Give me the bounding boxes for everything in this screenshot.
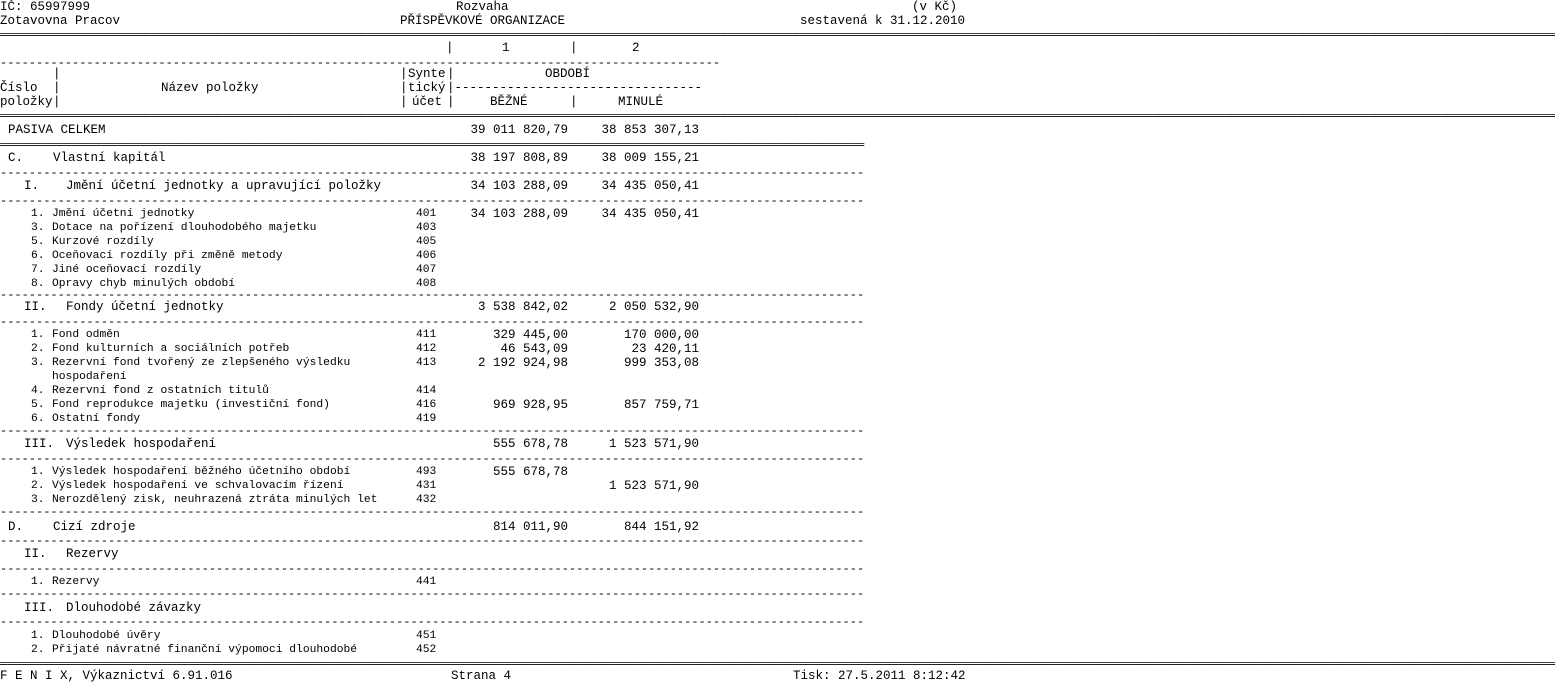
row-account: 401	[416, 208, 437, 220]
sep-b: |	[400, 67, 408, 81]
row-code: 4.	[31, 385, 45, 397]
dash-rule: ------------------------------------------------------------------------------------------------------------------------	[0, 534, 865, 548]
sep-g: |	[53, 95, 61, 109]
row-current: 38 197 808,89	[470, 151, 568, 165]
sep-f: |---------------------------------	[447, 81, 703, 95]
row-code: II.	[24, 300, 47, 314]
dash-rule: ------------------------------------------------------------------------------------------------------------------------	[0, 615, 865, 629]
row-name: Dotace na pořízení dlouhodobého majetku	[52, 222, 317, 234]
row-previous: 844 151,92	[623, 520, 699, 534]
row-code: 3.	[31, 357, 45, 369]
row-code: II.	[24, 547, 47, 561]
row-code: 1.	[31, 576, 45, 588]
row-code: D.	[8, 520, 24, 534]
row-previous: 38 853 307,13	[601, 123, 699, 137]
header-org-name: Zotavovna Pracov	[0, 14, 121, 28]
row-previous: 1 523 571,90	[608, 479, 699, 493]
footer-printed: Tisk: 27.5.2011 8:12:42	[793, 669, 966, 683]
row-code: 2.	[31, 644, 45, 656]
dash-rule: ------------------------------------------------------------------------------------------------------------------------	[0, 562, 865, 576]
row-name: Dlouhodobé úvěry	[52, 630, 161, 642]
row-previous: 2 050 532,90	[608, 300, 699, 314]
row-account: 412	[416, 343, 437, 355]
col-nazev: Název položky	[161, 81, 259, 95]
row-account: 451	[416, 630, 437, 642]
col-number-1: 1	[502, 41, 510, 55]
row-name: Cizí zdroje	[53, 520, 136, 534]
sep-h: |	[400, 95, 408, 109]
row-previous: 857 759,71	[623, 398, 699, 412]
col-ticky: tický	[408, 81, 446, 95]
row-account: 419	[416, 413, 437, 425]
row-current: 329 445,00	[492, 328, 568, 342]
row-previous: 1 523 571,90	[608, 437, 699, 451]
dash-rule: ------------------------------------------------------------------------------------------------------------------------	[0, 452, 865, 466]
col-ucet: účet	[412, 95, 443, 109]
row-code: 1.	[31, 329, 45, 341]
row-previous: 23 420,11	[631, 342, 699, 356]
col-separators-top: |	[446, 41, 454, 55]
row-name: Ostatní fondy	[52, 413, 141, 425]
row-code: 3.	[31, 494, 45, 506]
row-name: Fond odměn	[52, 329, 120, 341]
row-current: 814 011,90	[492, 520, 568, 534]
row-code: 6.	[31, 413, 45, 425]
row-name: Jmění účetní jednotky a upravující položky	[66, 179, 382, 193]
row-current: 34 103 288,09	[470, 179, 568, 193]
header-ico: IČ: 65997999	[0, 0, 91, 14]
row-name: Nerozdělený zisk, neuhrazená ztráta minulých let	[52, 494, 378, 506]
footer-page: Strana 4	[451, 669, 512, 683]
row-code: 8.	[31, 278, 45, 290]
col-cislo: Číslo	[0, 81, 38, 95]
col-minule: MINULÉ	[618, 95, 664, 109]
row-name: Výsledek hospodaření	[66, 437, 217, 451]
row-name: Přijaté návratné finanční výpomoci dlouhodobé	[52, 644, 358, 656]
row-code: 6.	[31, 250, 45, 262]
row-name: Rezervy	[52, 576, 100, 588]
header-currency: (v Kč)	[912, 0, 958, 14]
row-previous: 999 353,08	[623, 356, 699, 370]
row-name: Fond reprodukce majetku (investiční fond)	[52, 399, 330, 411]
row-account: 405	[416, 236, 437, 248]
row-previous: 34 435 050,41	[601, 179, 699, 193]
row-account: 432	[416, 494, 437, 506]
col-synte: Synte	[408, 67, 446, 81]
row-code: I.	[24, 179, 40, 193]
sep-e: |	[400, 81, 408, 95]
row-account: 408	[416, 278, 437, 290]
row-name: Rezervní fond tvořený ze zlepšeného výsledku	[52, 357, 351, 369]
row-current: 2 192 924,98	[477, 356, 568, 370]
row-name: Jiné oceňovací rozdíly	[52, 264, 202, 276]
dash-rule: ------------------------------------------------------------------------------------------------------------------------	[0, 315, 865, 329]
row-code: PASIVA CELKEM	[8, 123, 106, 137]
row-current: 46 543,09	[500, 342, 568, 356]
row-name: Fondy účetní jednotky	[66, 300, 224, 314]
row-previous: 38 009 155,21	[601, 151, 699, 165]
col-polozky: položky	[0, 95, 53, 109]
col-obdobi: OBDOBÍ	[545, 67, 591, 81]
row-name: Vlastní kapitál	[53, 151, 166, 165]
row-current: 969 928,95	[492, 398, 568, 412]
row-previous: 34 435 050,41	[601, 207, 699, 221]
dash-rule: ------------------------------------------------------------------------------------------------------------------------	[0, 194, 865, 208]
row-code: 3.	[31, 222, 45, 234]
sep-c: |	[447, 67, 455, 81]
row-code: III.	[24, 601, 55, 615]
sep-d: |	[53, 81, 61, 95]
row-name: Dlouhodobé závazky	[66, 601, 202, 615]
row-account: 406	[416, 250, 437, 262]
double-rule: ════════════════════════════════════════════════════════════════════════════════════════════════════════════════════════	[0, 138, 865, 152]
row-code: 2.	[31, 343, 45, 355]
row-code: 5.	[31, 399, 45, 411]
dash-rule: ------------------------------------------------------------------------------------------------------------------------	[0, 505, 865, 519]
row-code: III.	[24, 437, 55, 451]
row-name: Rezervní fond z ostatních titulů	[52, 385, 269, 397]
dash-rule: ------------------------------------------------------------------------------------------------------------------------	[0, 166, 865, 180]
header-doc-type: Rozvaha	[456, 0, 509, 14]
sep-a: |	[53, 67, 61, 81]
row-account: 493	[416, 466, 437, 478]
row-current: 555 678,78	[492, 465, 568, 479]
row-name: Rezervy	[66, 547, 119, 561]
row-name: Jmění účetní jednotky	[52, 208, 195, 220]
row-code: 5.	[31, 236, 45, 248]
footer-software: F E N I X, Výkaznictví 6.91.016	[0, 669, 233, 683]
row-previous: 170 000,00	[623, 328, 699, 342]
double-rule-top: ════════════════════════════════════════════════════════════════════════════════════════════════════════════════════════════════════════════════════════════════════════════════════════════════════════════════════════	[0, 28, 1555, 42]
row-current: 555 678,78	[492, 437, 568, 451]
row-account: 452	[416, 644, 437, 656]
row-account: 411	[416, 329, 437, 341]
sep-i: |	[447, 95, 455, 109]
row-code: 7.	[31, 264, 45, 276]
row-name: Kurzové rozdíly	[52, 236, 154, 248]
row-account: 407	[416, 264, 437, 276]
row-account: 416	[416, 399, 437, 411]
double-rule-bottom: ════════════════════════════════════════════════════════════════════════════════════════════════════════════════════════════════════════════════════════════════════════════════════════════════════════════════════════	[0, 657, 1555, 671]
dash-rule: ------------------------------------------------------------------------------------------------------------------------	[0, 288, 865, 302]
row-account: 414	[416, 385, 437, 397]
col-separators-top-2: |	[570, 41, 578, 55]
row-name: Fond kulturních a sociálních potřeb	[52, 343, 290, 355]
row-name: Výsledek hospodaření ve schvalovacím řízení	[52, 480, 344, 492]
row-code: C.	[8, 151, 24, 165]
row-code: 2.	[31, 480, 45, 492]
row-name: Výsledek hospodaření běžného účetního období	[52, 466, 351, 478]
col-bezne: BĚŽNÉ	[490, 95, 528, 109]
row-account: 403	[416, 222, 437, 234]
row-code: 1.	[31, 630, 45, 642]
row-current: 3 538 842,02	[477, 300, 568, 314]
row-code: 1.	[31, 208, 45, 220]
row-name: hospodaření	[52, 371, 127, 383]
row-account: 441	[416, 576, 437, 588]
row-current: 39 011 820,79	[470, 123, 568, 137]
row-name: Opravy chyb minulých období	[52, 278, 236, 290]
row-code: 1.	[31, 466, 45, 478]
row-account: 431	[416, 480, 437, 492]
row-account: 413	[416, 357, 437, 369]
row-current: 34 103 288,09	[470, 207, 568, 221]
col-number-2: 2	[632, 41, 640, 55]
dash-rule: ------------------------------------------------------------------------------------------------------------------------	[0, 587, 865, 601]
header-compiled-at: sestavená k 31.12.2010	[800, 14, 966, 28]
dash-rule-1: ----------------------------------------------------------------------------------------------------	[0, 56, 721, 70]
dash-rule: ------------------------------------------------------------------------------------------------------------------------	[0, 424, 865, 438]
sep-j: |	[570, 95, 578, 109]
double-rule-2: ════════════════════════════════════════════════════════════════════════════════════════════════════════════════════════════════════════════════════════════════════════════════════════════════════════════════════════	[0, 109, 1555, 123]
header-org-type: PŘÍSPĚVKOVÉ ORGANIZACE	[400, 14, 566, 28]
row-name: Oceňovací rozdíly při změně metody	[52, 250, 283, 262]
